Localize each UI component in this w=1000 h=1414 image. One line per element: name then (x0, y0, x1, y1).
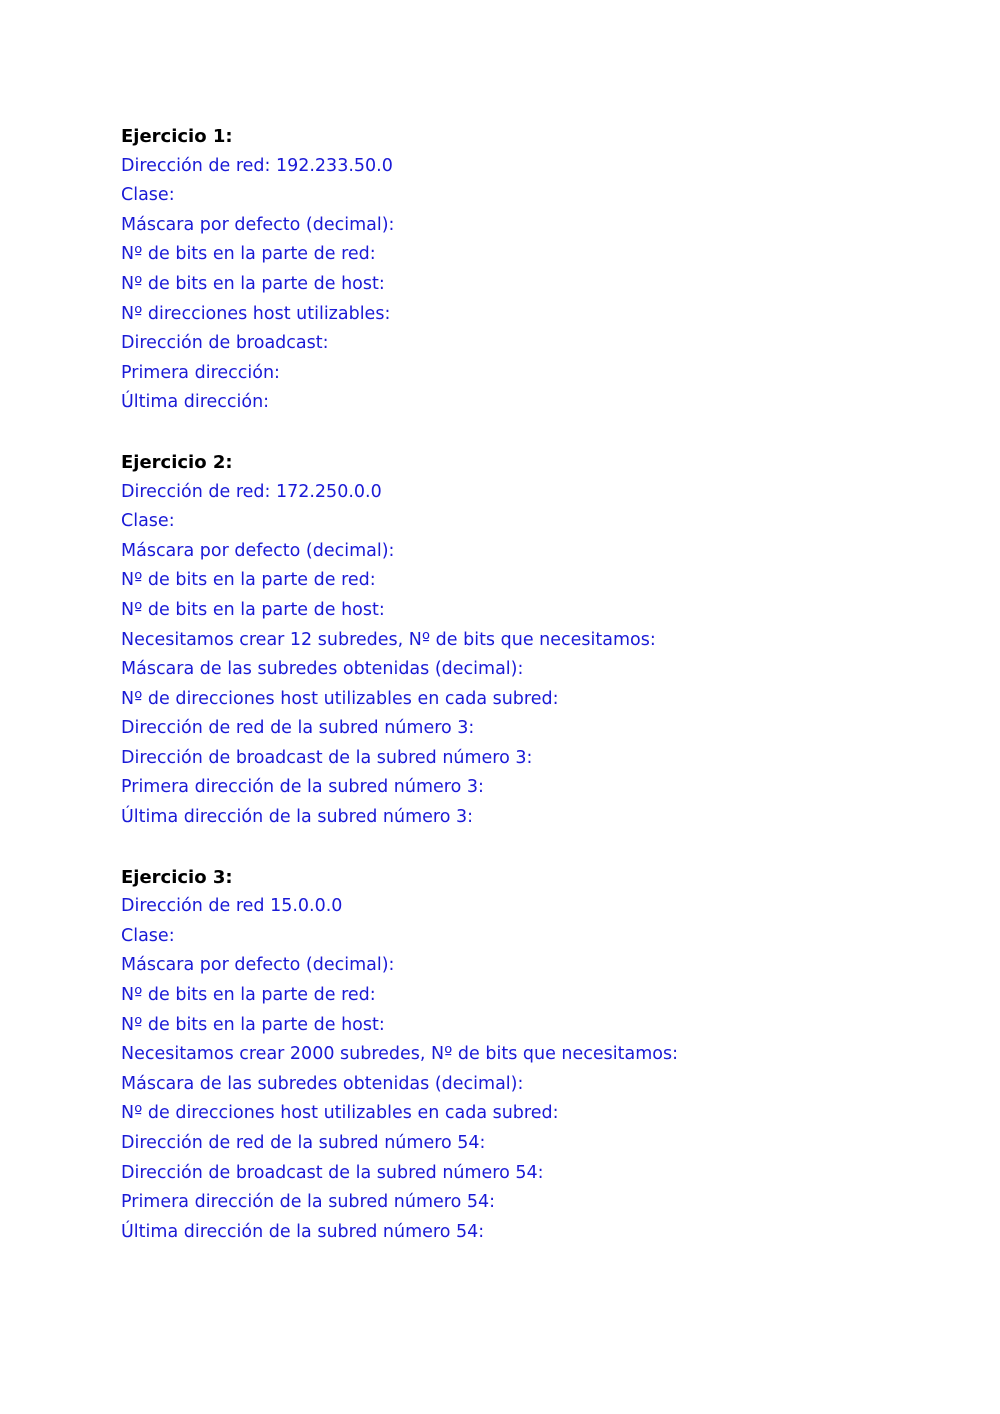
hosts-per-subnet-line: Nº de direcciones host utilizables en cada subred: (121, 1103, 559, 1124)
document-content (121, 122, 941, 1247)
subnet-last-address-line: Última dirección de la subred número 54: (121, 1221, 485, 1242)
subnet-network-address-line: Dirección de red de la subred número 3: (121, 718, 475, 739)
broadcast-address-line: Dirección de broadcast: (121, 333, 329, 354)
class-line: Clase: (121, 185, 175, 206)
host-bits-line: Nº de bits en la parte de host: (121, 273, 385, 294)
exercise-1 (121, 122, 941, 418)
subnet-mask-line: Máscara de las subredes obtenidas (decimal): (121, 1073, 524, 1094)
hosts-per-subnet-line: Nº de direcciones host utilizables en cada subred: (121, 688, 559, 709)
network-address-line: Dirección de red: 172.250.0.0 (121, 481, 382, 502)
default-mask-line: Máscara por defecto (decimal): (121, 214, 395, 235)
subnet-first-address-line: Primera dirección de la subred número 3: (121, 777, 484, 798)
network-address-line: Dirección de red: 192.233.50.0 (121, 155, 393, 176)
host-bits-line: Nº de bits en la parte de host: (121, 1014, 385, 1035)
usable-hosts-line: Nº direcciones host utilizables: (121, 303, 391, 324)
network-bits-line: Nº de bits en la parte de red: (121, 985, 376, 1006)
default-mask-line: Máscara por defecto (decimal): (121, 955, 395, 976)
network-bits-line: Nº de bits en la parte de red: (121, 570, 376, 591)
subnet-last-address-line: Última dirección de la subred número 3: (121, 807, 473, 828)
class-line: Clase: (121, 925, 175, 946)
exercise-title: Ejercicio 3: (121, 866, 233, 888)
last-address-line: Última dirección: (121, 392, 270, 413)
default-mask-line: Máscara por defecto (decimal): (121, 540, 395, 561)
subnet-bits-line: Necesitamos crear 2000 subredes, Nº de bits que necesitamos: (121, 1044, 678, 1065)
exercise-title: Ejercicio 2: (121, 451, 233, 473)
exercise-3 (121, 863, 941, 1248)
subnet-broadcast-line: Dirección de broadcast de la subred número 54: (121, 1162, 544, 1183)
subnet-first-address-line: Primera dirección de la subred número 54: (121, 1192, 496, 1213)
exercise-2 (121, 448, 941, 833)
first-address-line: Primera dirección: (121, 362, 280, 383)
subnet-broadcast-line: Dirección de broadcast de la subred número 3: (121, 747, 533, 768)
network-address-line: Dirección de red 15.0.0.0 (121, 896, 343, 917)
class-line: Clase: (121, 511, 175, 532)
subnet-network-address-line: Dirección de red de la subred número 54: (121, 1133, 486, 1153)
subnet-bits-line: Necesitamos crear 12 subredes, Nº de bits que necesitamos: (121, 629, 656, 650)
network-bits-line: Nº de bits en la parte de red: (121, 244, 376, 265)
host-bits-line: Nº de bits en la parte de host: (121, 599, 385, 620)
exercise-title: Ejercicio 1: (121, 126, 233, 147)
subnet-mask-line: Máscara de las subredes obtenidas (decimal): (121, 659, 524, 680)
